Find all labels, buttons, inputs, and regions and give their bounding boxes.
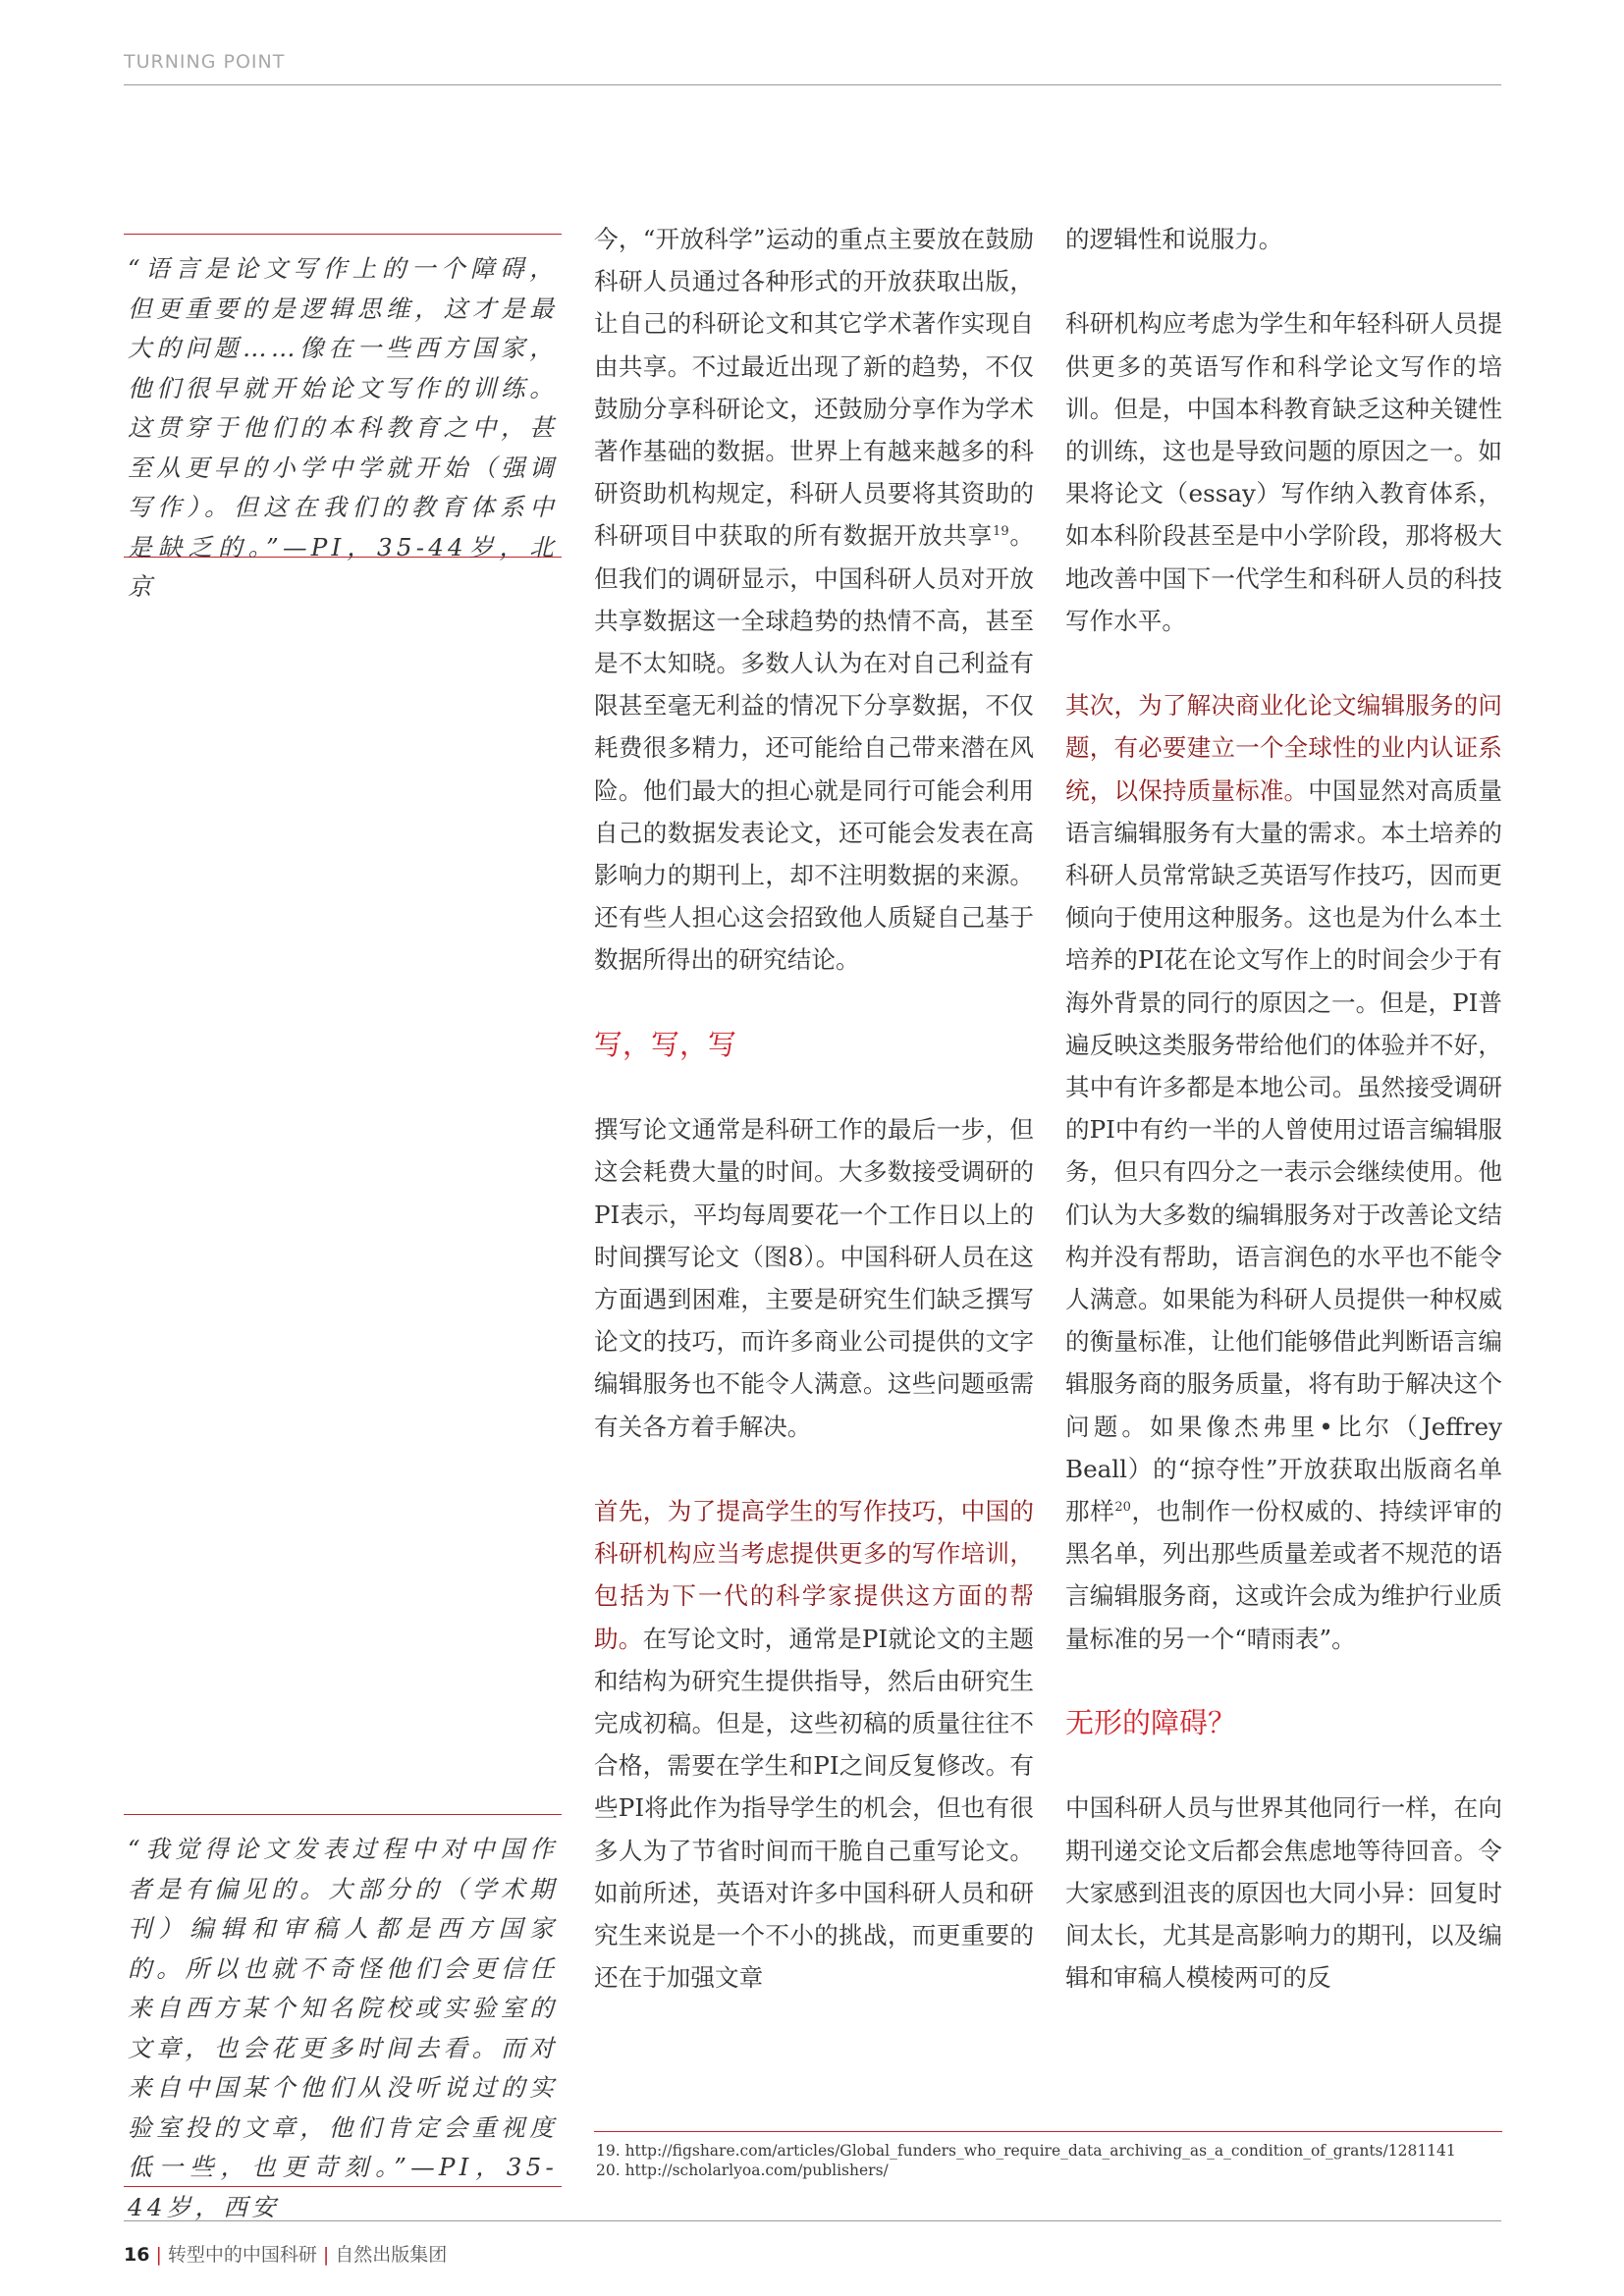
publisher-name: 自然出版集团 [335, 2244, 448, 2266]
section-heading-write: 写，写，写 [594, 1027, 737, 1061]
paragraph-continuation: 的逻辑性和说服力。 [1065, 225, 1283, 253]
paragraph-peer-review: 中国科研人员与世界其他同行一样，在向期刊递交论文后都会焦虑地等待回音。令大家感到沮丧的原因也大同小异：回复时间太长，尤其是高影响力的期刊，以及编辑和审稿人模棱两可的反 [1065, 1793, 1502, 1993]
header-divider [124, 84, 1501, 85]
section-heading-invisible-barrier: 无形的障碍？ [1065, 1706, 1237, 1740]
footnotes [596, 2142, 1456, 2180]
footer-separator: | [155, 2244, 162, 2266]
body-column-middle [594, 218, 1034, 1999]
pull-quote-2: “我觉得论文发表过程中对中国作者是有偏见的。大部分的（学术期刊）编辑和审稿人都是西方国家的。所以也就不奇怪他们会更信任来自西方某个知名院校或实验室的文章，也会花更多时间去看。而对来自中国某个他们从没听说过的实验室投的文章，他们肯定会重视度低一些，也更苛刻。”—PI，35-44岁，西安 [124, 1814, 562, 2187]
footer-separator: | [322, 2244, 330, 2266]
pull-quote-1: “语言是论文写作上的一个障碍，但更重要的是逻辑思维，这才是最大的问题……像在一些西方国家，他们很早就开始论文写作的训练。这贯穿于他们的本科教育之中，甚至从更早的小学中学就开始（强调写作）。但这在我们的教育体系中是缺乏的。”—PI，35-44岁，北京 [124, 234, 562, 558]
running-header: TURNING POINT [124, 51, 286, 73]
paragraph-editing-services: 其次，为了解决商业化论文编辑服务的问题，有必要建立一个全球性的业内认证系统，以保持质量标准。中国显然对高质量语言编辑服务有大量的需求。本土培养的科研人员常常缺乏英语写作技巧，因而更倾向于使用这种服务。这也是为什么本土培养的PI花在论文写作上的时间会少于有海外背景的同行的原因之一。但是，PI普遍反映这类服务带给他们的体验并不好，其中有许多都是本地公司。虽然接受调研的PI中有约一半的人曾使用过语言编辑服务，但只有四分之一表示会继续使用。他们认为大多数的编辑服务对于改善论文结构并没有帮助，语言润色的水平也不能令人满意。如果能为科研人员提供一种权威的衡量标准，让他们能够借此判断语言编辑服务商的服务质量，将有助于解决这个问题。如果像杰弗里•比尔（Jeffrey Beall）的“掠夺性”开放获取出版商名单那样$^{20}$，也制作一份权威的、持续评审的黑名单，列出那些质量差或者不规范的语言编辑服务商，这或许会成为维护行业质量标准的另一个“晴雨表”。 [1065, 691, 1502, 1653]
footer-divider [124, 2220, 1501, 2221]
body-column-right [1065, 218, 1502, 1999]
paragraph-open-science: 今，“开放科学”运动的重点主要放在鼓励科研人员通过各种形式的开放获取出版，让自己的科研论文和其它学术著作实现自由共享。不过最近出现了新的趋势，不仅鼓励分享科研论文，还鼓励分享作为学术著作基础的数据。世界上有越来越多的科研资助机构规定，科研人员要将其资助的科研项目中获取的所有数据开放共享$^{19}$。但我们的调研显示，中国科研人员对开放共享数据这一全球趋势的热情不高，甚至是不太知晓。多数人认为在对自己利益有限甚至毫无利益的情况下分享数据，不仅耗费很多精力，还可能给自己带来潜在风险。他们最大的担心就是同行可能会利用自己的数据发表论文，还可能会发表在高影响力的期刊上，却不注明数据的来源。还有些人担心这会招致他人质疑自己基于数据所得出的研究结论。 [594, 225, 1034, 975]
lead-sentence: 首先，为了提高学生的写作技巧，中国的科研机构应当考虑提供更多的写作培训，包括为下一代的科学家提供这方面的帮助。 [594, 1497, 1034, 1653]
lead-sentence: 其次，为了解决商业化论文编辑服务的问题，有必要建立一个全球性的业内认证系统，以保持质量标准。 [1065, 691, 1502, 805]
paragraph-writing-time: 撰写论文通常是科研工作的最后一步，但这会耗费大量的时间。大多数接受调研的PI表示，平均每周要花一个工作日以上的时间撰写论文（图8）。中国科研人员在这方面遇到困难，主要是研究生们缺乏撰写论文的技巧，而许多商业公司提供的文字编辑服务也不能令人满意。这些问题亟需有关各方着手解决。 [594, 1115, 1034, 1441]
page-footer [124, 2240, 447, 2267]
footnote-divider [594, 2131, 1502, 2132]
footnote-ref-19: 19 [993, 524, 1009, 540]
report-title: 转型中的中国科研 [167, 2244, 317, 2266]
paragraph-writing-training: 首先，为了提高学生的写作技巧，中国的科研机构应当考虑提供更多的写作培训，包括为下一代的科学家提供这方面的帮助。在写论文时，通常是PI就论文的主题和结构为研究生提供指导，然后由研究生完成初稿。但是，这些初稿的质量往往不合格，需要在学生和PI之间反复修改。有些PI将此作为指导学生的机会，但也有很多人为了节省时间而干脆自己重写论文。如前所述，英语对许多中国科研人员和研究生来说是一个不小的挑战，而更重要的还在于加强文章 [594, 1497, 1034, 1993]
paragraph-institution-training: 科研机构应考虑为学生和年轻科研人员提供更多的英语写作和科学论文写作的培训。但是，中国本科教育缺乏这种关键性的训练，这也是导致问题的原因之一。如果将论文（essay）写作纳入教育体系，如本科阶段甚至是中小学阶段，那将极大地改善中国下一代学生和科研人员的科技写作水平。 [1065, 309, 1502, 635]
footnote-ref-20: 20 [1114, 1499, 1131, 1515]
page-number: 16 [124, 2244, 150, 2266]
footnote-19: 19. http://figshare.com/articles/Global_funders_who_require_data_archiving_as_a_condition_of_grants/1281141 [596, 2142, 1456, 2160]
footnote-20: 20. http://scholarlyoa.com/publishers/ [596, 2161, 889, 2179]
